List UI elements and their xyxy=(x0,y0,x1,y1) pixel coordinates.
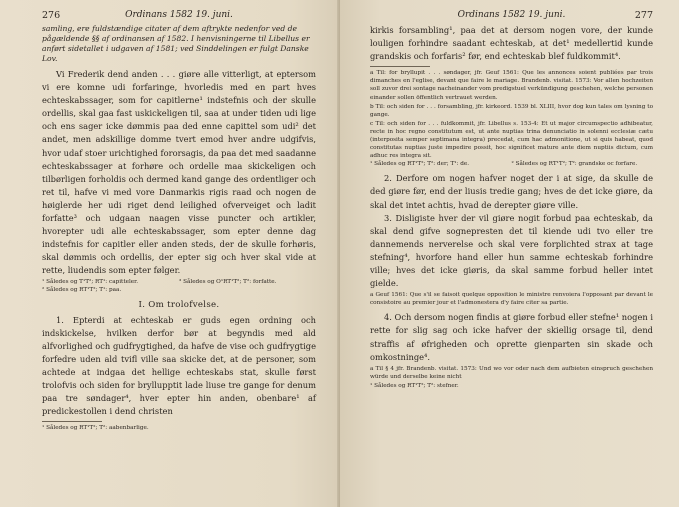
left-footnote-rule xyxy=(42,421,102,422)
left-paragraph-1: Vi Frederik dend anden . . . giøre alle vitterligt, at eptersom vi ere komne udi forfaringe, hvorledis med en part hves echteskabssager, som for capitlerne¹ indstefnis och der skulle ordellis, skal gaa fast uskickeligen til, saa at under tiden udi lige och ens sager icke dømmis paa ded enne capittel som udi² det andet, men adskillige domme tvert emod hver andre udgifvis, hvor udaf stoer urichtighed fororsagis, da paa det med saadanne echteskabssager at forhøre och ordelle maa skickeligen och tilbørligen forholdis och dermed kand gange des ordentliger och ret til, hafve vi med vore Danmarkis rigis raad och nogen de høiglerde her udi riget dend leilighed ofverveiget och ladit forfatte³ och udgaan naagen visse puncter och artikler, hvorepter udi alle echteskabssager, som epter denne dag indstefnis for capitler eller anden steds, der de skulle forhøris, skal dømmis och ordellis, der epter sig och hver skal vide at rette, liudendis som epter følger. xyxy=(42,69,316,276)
left-page-number: 276 xyxy=(42,10,61,21)
left-footnote-2: ² Således og RT¹T²; T¹: paa. xyxy=(42,286,122,293)
left-footnote-3: ³ Således og O¹RT¹T²; T²: forfatte. xyxy=(179,278,277,285)
left-footnote-bottom: ¹ Således og RT¹T²; T²: aabenbarlige. xyxy=(42,425,149,432)
right-footnote-c: c Til: och siden for . . . fuldkommit, jfr. Libellus s. 153-4: Et ut major circumspectio adhibeatur, recte in hoc regno constitutum est, ut ante nuptias trina denunciatio in solenni ecclesiæ cætu (interposita semper septimana integra) precedat, cum hac admonitione, ut si quis habeat, quod constitutas nuptias juste impedire possit, hoc significet mature ante diem nuptiis dictum, cum adhuc res integra sit. xyxy=(370,120,653,160)
right-footnote-rule xyxy=(370,66,430,67)
right-paragraph-2: 2. Derfore om nogen hafver noget der i at sige, da skulle de ded giøre før, end der liusis tredie gang; hves de det icke giøre, da skal det intet achtis, hvad de derepter giøre ville. xyxy=(370,173,653,210)
right-footnote-2: ² Således og RT¹T²; T²: grandske oc forfare. xyxy=(511,161,638,168)
right-running-title: Ordinans 1582 19. juni. xyxy=(457,10,566,20)
left-paragraph-2: 1. Epterdi at echteskab er guds egen ordning och indskickelse, hvilken derfor bør at begyndis med ald alfvorlighed och gudfrygtighed, da hafve de vise och gudfrygtige forfedre uden ald tvifl ville saa skicke det, at de personer, som achtede at indgaa det hellige echteskabs stat, skulle først trolofvis och siden for bryllupptit lade liuse tre gange for denum paa tre søndager⁴, hver epter hin anden, obenbare¹ af predickestollen i dend christen xyxy=(42,314,316,417)
left-running-head xyxy=(42,10,316,24)
right-footnote-a: a Til: for bryllupit . . . søndager, jfr. Geuf 1561: Que les annonces soient publiées par trois dimanches en l'eglise, devant que faire le mariage. Brandenb. visitat. 1573: Vor allen hochzeiten soll zuvor drei sontage nacheinander vom predigstuel verkündigung geschehen, welche personen einander sollen öffentlich vertrauet werden. xyxy=(370,70,653,101)
right-page xyxy=(340,0,679,507)
right-paragraph-4: 4. Och dersom nogen findis at giøre forbud eller stefne¹ nogen i rette for slig sag och icke hafver der skiellig orsage til, dend straffis af øfrigheden och oprette gienparten sin skade och omkostninge⁴. xyxy=(370,312,653,362)
right-paragraph-1: kirkis forsambling¹, paa det at dersom nogen vore, der kunde louligen forhindre saadant echteskab, at det¹ medellertid kunde grandskis och forfaris² før, end echteskab blef fuldkommit⁴. xyxy=(370,25,653,62)
left-footnotes-row xyxy=(42,278,316,294)
left-intro-italic: samling, ere fuldstændige citater af dem aftrykte nedenfor ved de pågældende §§ af ordinansen af 1582. I henvisningerne til Libellus er anført sidetallet i udgaven af 1581; ved Sinddelingen er fulgt Danske Lov. xyxy=(42,24,310,63)
right-footnote-e: a Til § 4 jfr. Brandenb. visitat. 1573: Und wo vor oder nach dem aufbieten einspruch geschehen würde und derselbe keine nicht xyxy=(370,365,653,380)
right-running-head xyxy=(370,10,653,24)
right-paragraph-3: 3. Disligiste hver der vil giøre nogit forbud paa echteskab, da skal dend gifve sognepresten det til kiende udi tvo eller tre dannemends nerverelse och skal vere forplichted strax at tage stefning⁴, hvorfore hand eller hun samme echteskab forhindre ville; hves det icke giøris, da skal samme forbud heller intet gielde. xyxy=(370,212,653,289)
right-footnote-f: ¹ Således og RT¹T²; T²: stefner. xyxy=(370,382,459,389)
section-heading: I. Om trolofvelse. xyxy=(138,299,220,310)
right-footnotes-row xyxy=(370,160,653,168)
right-footnote-b: b Til: och siden for . . . forsambling, jfr. kirkeord. 1539 bl. XLIII, hvor dog kun tales om lysning to gange. xyxy=(370,103,653,118)
right-page-number: 277 xyxy=(634,10,653,21)
left-footnote-1: ¹ Således og T¹T²; RT¹: capitteler. xyxy=(42,278,139,285)
right-footnote-1: ¹ Således og RT¹T²; T²: der; T¹: de. xyxy=(370,161,470,168)
right-footnote-d: a Geuf 1561: Que s'il se faisoit quelque opposition le ministre renvoiera l'opposant par devant le consistoire au premier jour et l'admonestera d'y faire citer sa partie. xyxy=(370,292,653,307)
left-running-title: Ordinans 1582 19. juni. xyxy=(125,10,233,20)
